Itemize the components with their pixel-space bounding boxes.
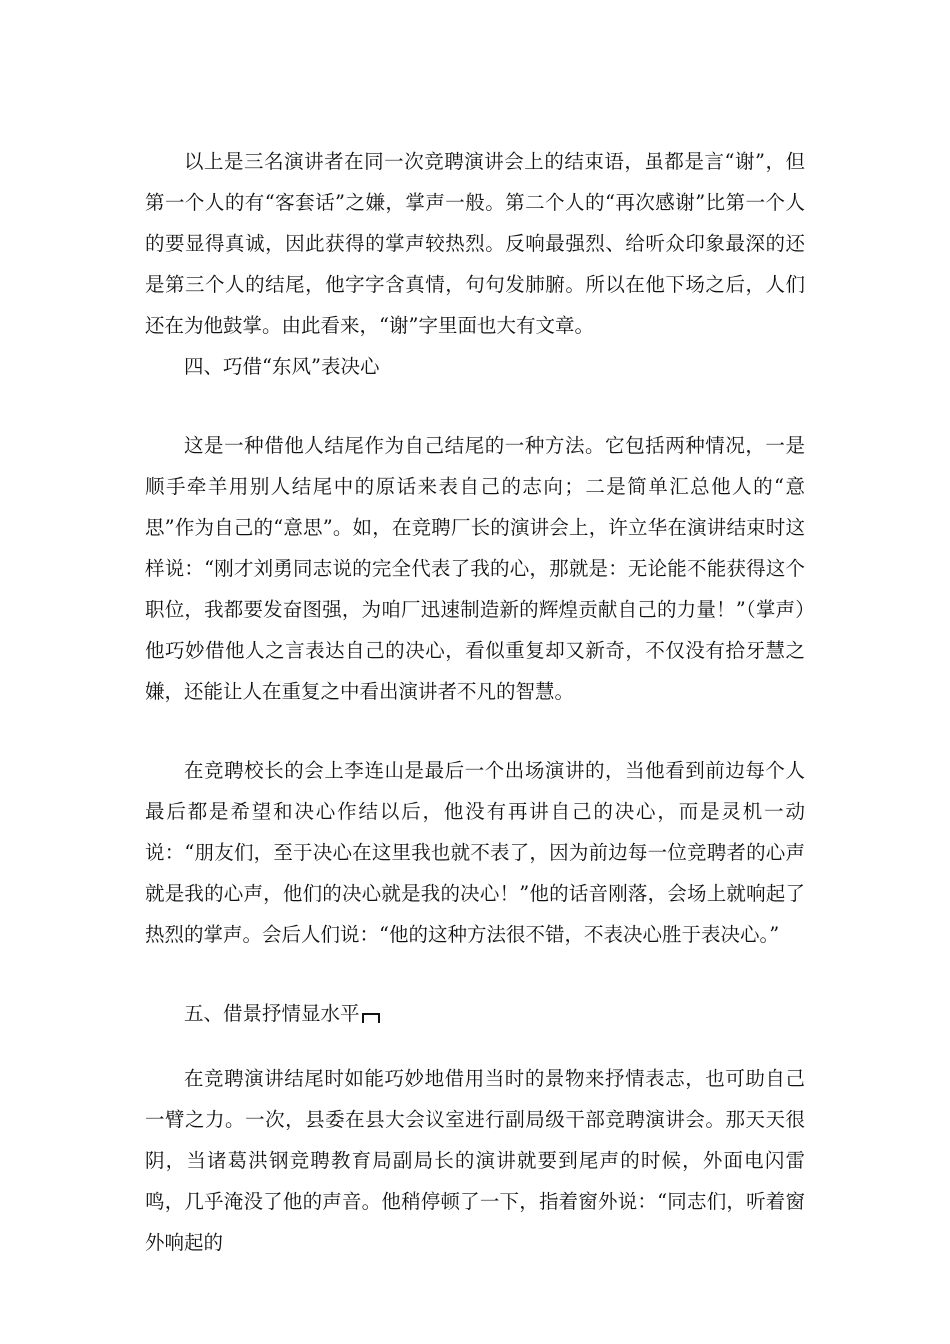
paragraph-scenery-example: 在竞聘演讲结尾时如能巧妙地借用当时的景物来抒情表志，也可助自己一臂之力。一次，县委在县大会议室进行副局级干部竞聘演讲会。那天天很阴，当诸葛洪钢竞聘教育局副局长的演讲就要到尾声的时候，外面电闪雷鸣，几乎淹没了他的声音。他稍停顿了一下，指着窗外说：“同志们，听着窗外响起的 (145, 1067, 805, 1254)
section-heading-four-text: 四、巧借“东风”表决心 (184, 355, 380, 378)
section-heading-five-text: 五、借景抒情显水平 (184, 1002, 360, 1025)
bracket-mark-icon (362, 1013, 380, 1023)
paragraph-thanks-analysis: 以上是三名演讲者在同一次竞聘演讲会上的结束语，虽都是言“谢”，但第一个人的有“客套话”之嫌，掌声一般。第二个人的“再次感谢”比第一个人的要显得真诚，因此获得的掌声较热烈。反响最强烈、给听众印象最深的还是第三个人的结尾，他字字含真情，句句发肺腑。所以在他下场之后，人们还在为他鼓掌。由此看来，“谢”字里面也大有文章。 (145, 150, 805, 337)
paragraph-borrow-others-ending: 这是一种借他人结尾作为自己结尾的一种方法。它包括两种情况，一是顺手牵羊用别人结尾中的原话来表自己的志向；二是简单汇总他人的“意思”作为自己的“意思”。如，在竞聘厂长的演讲会上，许立华在演讲结束时这样说：“刚才刘勇同志说的完全代表了我的心，那就是：无论能不能获得这个职位，我都要发奋图强，为咱厂迅速制造新的辉煌贡献自己的力量！”（掌声）他巧妙借他人之言表达自己的决心，看似重复却又新奇，不仅没有拾牙慧之嫌，还能让人在重复之中看出演讲者不凡的智慧。 (145, 434, 805, 703)
document-body (145, 141, 805, 1263)
section-heading-four (145, 346, 805, 387)
paragraph-li-lianshan-example: 在竞聘校长的会上李连山是最后一个出场演讲的，当他看到前边每个人最后都是希望和决心作结以后，他没有再讲自己的决心，而是灵机一动说：“朋友们，至于决心在这里我也就不表了，因为前边每一位竞聘者的心声就是我的心声，他们的决心就是我的决心！”他的话音刚落，会场上就响起了热烈的掌声。会后人们说：“他的这种方法很不错，不表决心胜于表决心。” (145, 759, 805, 946)
section-heading-five (145, 993, 805, 1034)
